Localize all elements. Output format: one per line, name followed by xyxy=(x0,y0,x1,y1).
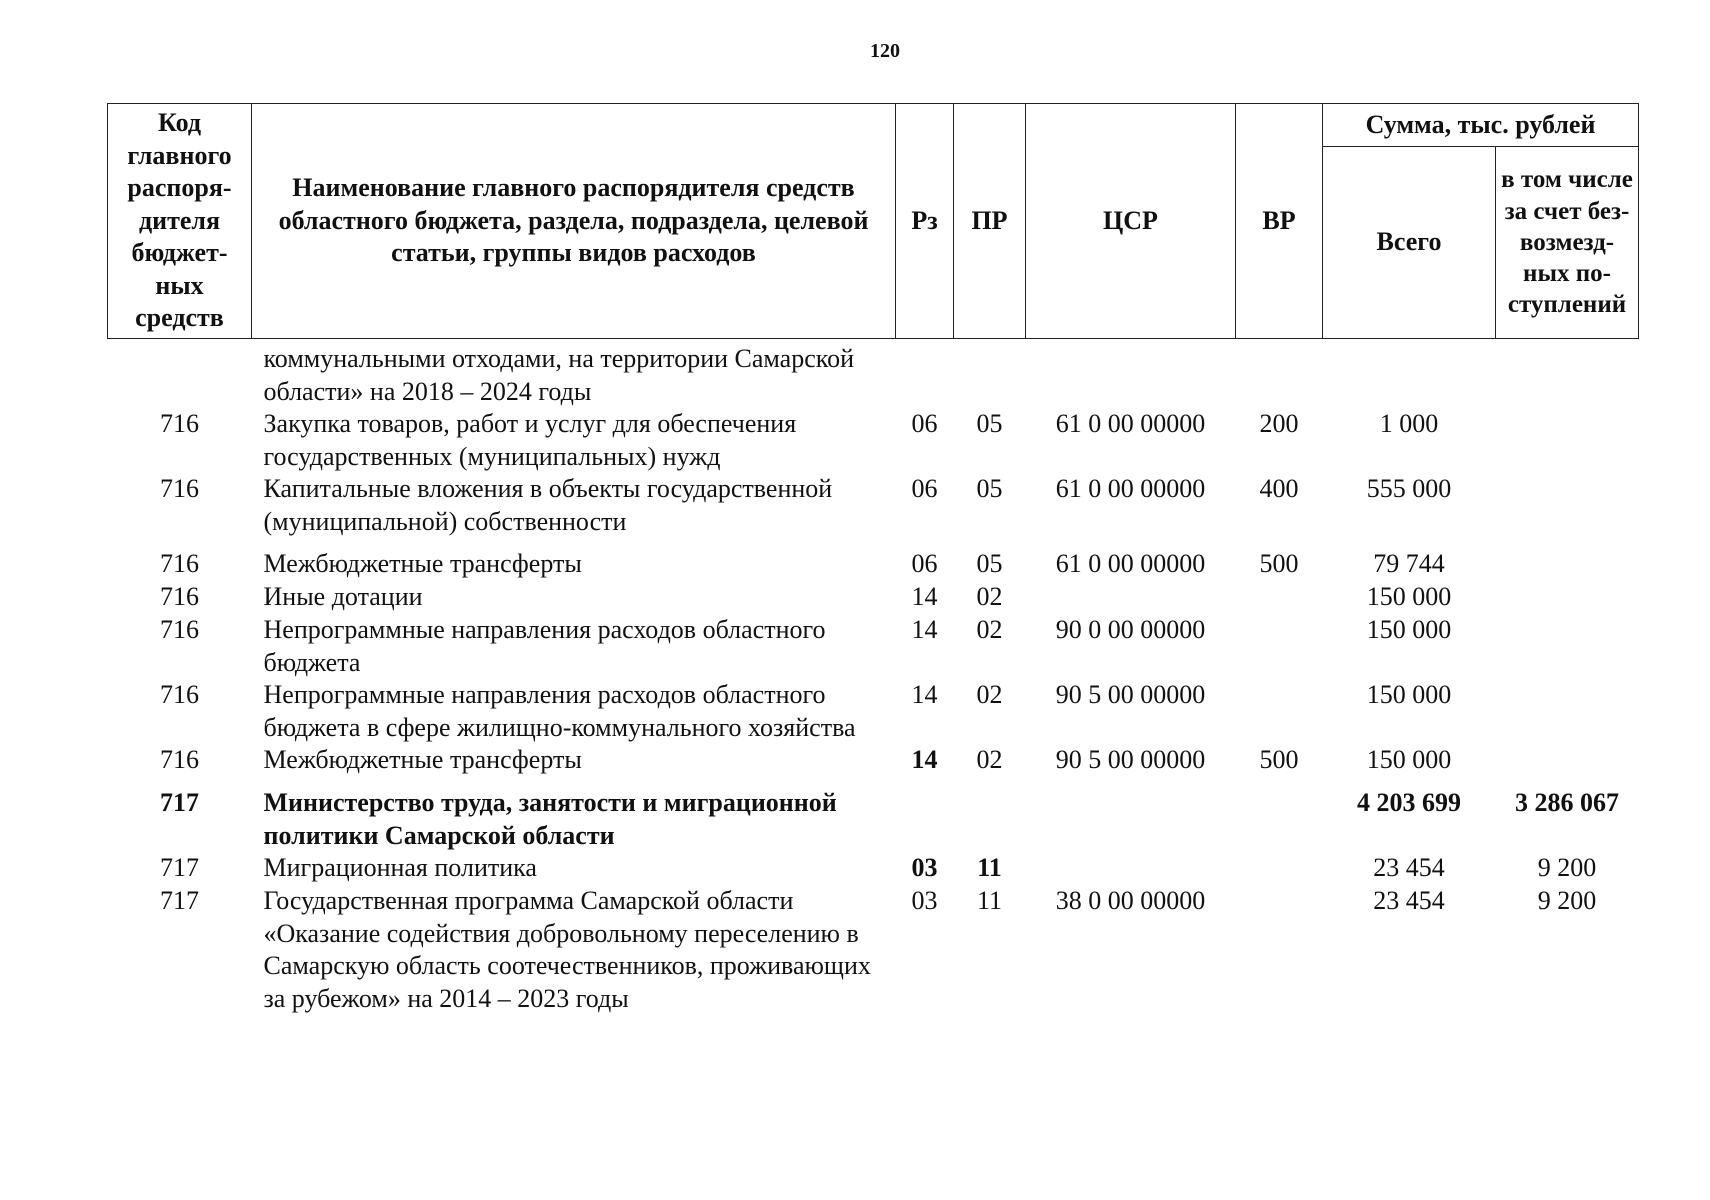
cell-pr: 02 xyxy=(976,615,1003,644)
cell-pr: 02 xyxy=(976,680,1003,709)
cell-code: 717 xyxy=(160,853,199,882)
cell-code: 717 xyxy=(160,886,199,915)
cell-vr xyxy=(1236,777,1323,852)
cell-incl xyxy=(1496,538,1639,581)
header-name: Наименование главного распорядителя средств областного бюджета, раздела, подраздела, целевой статьи, группы видов расходов xyxy=(252,104,896,339)
cell-incl: 3 286 067 xyxy=(1515,788,1619,817)
cell-total xyxy=(1323,339,1496,409)
cell-incl xyxy=(1496,581,1639,614)
cell-total: 23 454 xyxy=(1373,853,1445,882)
cell-name: Межбюджетные трансферты xyxy=(263,549,582,578)
header-rz: Рз xyxy=(896,104,954,339)
cell-total: 1 000 xyxy=(1379,409,1439,438)
cell-total: 555 000 xyxy=(1366,474,1452,503)
cell-incl xyxy=(1496,408,1639,473)
cell-code: 716 xyxy=(160,615,199,644)
cell-total: 150 000 xyxy=(1366,615,1452,644)
cell-pr: 11 xyxy=(977,853,1002,882)
cell-name: Министерство труда, занятости и миграционной политики Самарской области xyxy=(263,788,837,850)
table-body xyxy=(108,339,1639,1016)
cell-csr xyxy=(1026,777,1236,852)
page-number: 120 xyxy=(870,40,900,62)
cell-total: 79 744 xyxy=(1373,549,1445,578)
header-pr: ПР xyxy=(954,104,1026,339)
cell-incl xyxy=(1496,339,1639,409)
header-csr: ЦСР xyxy=(1026,104,1236,339)
cell-vr xyxy=(1236,852,1323,885)
cell-name: Капитальные вложения в объекты государственной (муниципальной) собственности xyxy=(263,474,833,536)
budget-table xyxy=(107,103,1639,1015)
cell-incl xyxy=(1496,614,1639,679)
cell-rz: 03 xyxy=(911,853,938,882)
cell-incl xyxy=(1496,679,1639,744)
cell-total: 150 000 xyxy=(1366,745,1452,774)
cell-vr xyxy=(1236,581,1323,614)
cell-total: 150 000 xyxy=(1366,582,1452,611)
cell-csr: 61 0 00 00000 xyxy=(1055,409,1206,438)
cell-rz: 06 xyxy=(911,549,938,578)
header-sum: Сумма, тыс. рублей xyxy=(1323,104,1639,147)
cell-total: 23 454 xyxy=(1373,886,1445,915)
cell-vr: 400 xyxy=(1259,474,1299,503)
table-row xyxy=(108,538,1639,581)
cell-vr xyxy=(1236,885,1323,1015)
table-row xyxy=(108,777,1639,852)
cell-csr: 90 5 00 00000 xyxy=(1055,680,1206,709)
cell-pr: 11 xyxy=(976,886,1003,915)
table-header xyxy=(108,104,1639,339)
cell-name: Иные дотации xyxy=(263,582,423,611)
cell-code xyxy=(108,339,252,409)
cell-incl: 9 200 xyxy=(1537,886,1597,915)
cell-rz: 14 xyxy=(911,582,938,611)
cell-code: 717 xyxy=(160,788,199,817)
cell-pr xyxy=(954,777,1026,852)
table-row xyxy=(108,885,1639,1015)
header-incl: в том числе за счет без-возмезд-ных по-ступлений xyxy=(1496,147,1639,339)
cell-pr: 02 xyxy=(976,745,1003,774)
cell-code: 716 xyxy=(160,549,199,578)
table-row xyxy=(108,614,1639,679)
cell-rz: 14 xyxy=(911,745,938,774)
cell-total: 150 000 xyxy=(1366,680,1452,709)
cell-csr: 90 5 00 00000 xyxy=(1055,745,1206,774)
cell-name: Миграционная политика xyxy=(263,853,537,882)
cell-pr: 05 xyxy=(976,474,1003,503)
cell-rz: 06 xyxy=(911,409,938,438)
table-row xyxy=(108,473,1639,538)
cell-rz xyxy=(896,777,954,852)
cell-rz xyxy=(896,339,954,409)
cell-pr: 05 xyxy=(976,409,1003,438)
table-row xyxy=(108,679,1639,744)
header-vr: ВР xyxy=(1236,104,1323,339)
cell-rz: 14 xyxy=(911,615,938,644)
cell-vr: 500 xyxy=(1259,549,1299,578)
cell-incl xyxy=(1496,744,1639,777)
cell-csr: 90 0 00 00000 xyxy=(1055,615,1206,644)
cell-code: 716 xyxy=(160,582,199,611)
cell-rz: 03 xyxy=(911,886,938,915)
cell-rz: 06 xyxy=(911,474,938,503)
cell-name: Закупка товаров, работ и услуг для обеспечения государственных (муниципальных) нужд xyxy=(263,409,797,471)
cell-name: Межбюджетные трансферты xyxy=(263,745,582,774)
cell-code: 716 xyxy=(160,745,199,774)
cell-pr: 02 xyxy=(976,582,1003,611)
cell-rz: 14 xyxy=(911,680,938,709)
cell-code: 716 xyxy=(160,680,199,709)
table-row xyxy=(108,744,1639,777)
cell-csr: 61 0 00 00000 xyxy=(1055,549,1206,578)
cell-vr xyxy=(1236,339,1323,409)
cell-csr xyxy=(1026,581,1236,614)
cell-name: Государственная программа Самарской области «Оказание содействия добровольному переселению в Самарскую область соотечественников, проживающих за рубежом» на 2014 – 2023 годы xyxy=(263,886,871,1013)
table-row xyxy=(108,408,1639,473)
cell-vr: 200 xyxy=(1259,409,1299,438)
cell-vr xyxy=(1236,679,1323,744)
table-row xyxy=(108,581,1639,614)
cell-name: Непрограммные направления расходов областного бюджета в сфере жилищно-коммунального хозяйства xyxy=(263,680,856,742)
cell-vr xyxy=(1236,614,1323,679)
header-code: Код главного распоря-дителя бюджет-ных средств xyxy=(108,104,252,339)
cell-code: 716 xyxy=(160,474,199,503)
cell-pr xyxy=(954,339,1026,409)
cell-csr: 38 0 00 00000 xyxy=(1055,886,1206,915)
cell-name: Непрограммные направления расходов областного бюджета xyxy=(263,615,826,677)
table-row xyxy=(108,852,1639,885)
cell-csr xyxy=(1026,852,1236,885)
cell-incl: 9 200 xyxy=(1537,853,1597,882)
cell-total: 4 203 699 xyxy=(1357,788,1461,817)
cell-csr xyxy=(1026,339,1236,409)
cell-name: коммунальными отходами, на территории Самарской области» на 2018 – 2024 годы xyxy=(263,344,854,406)
table-row xyxy=(108,339,1639,409)
cell-incl xyxy=(1496,473,1639,538)
cell-csr: 61 0 00 00000 xyxy=(1055,474,1206,503)
header-total: Всего xyxy=(1323,147,1496,339)
cell-vr: 500 xyxy=(1259,745,1299,774)
cell-pr: 05 xyxy=(976,549,1003,578)
cell-code: 716 xyxy=(160,409,199,438)
